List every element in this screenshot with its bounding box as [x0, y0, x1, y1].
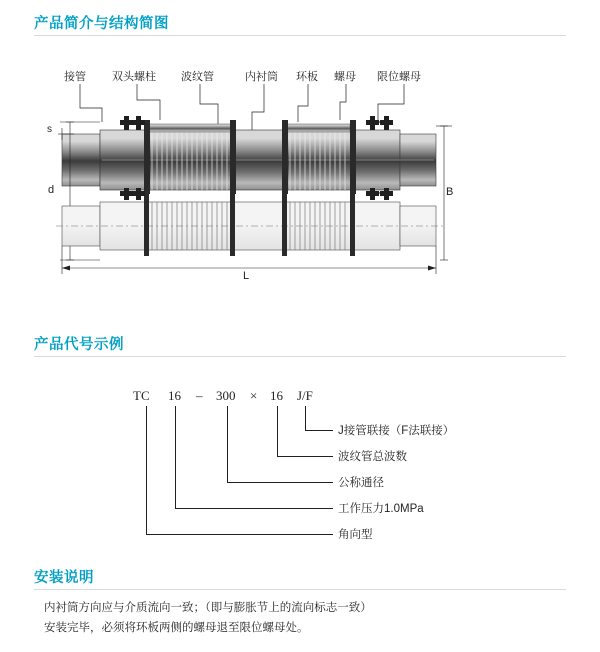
install-note-line-1: 内衬筒方向应与介质流向一致；（即与膨胀节上的流向标志一致）: [44, 602, 372, 614]
section-title-intro: 产品简介与结构简图: [34, 16, 169, 32]
code-token-times: ×: [250, 388, 258, 403]
section-divider-install: [34, 589, 566, 590]
dim-label-d: d: [48, 184, 55, 196]
leader-type-v: [146, 406, 147, 534]
code-desc-connection: J接管联接（F法联接）: [338, 425, 455, 437]
callout-label-limit-nut: 限位螺母: [377, 71, 421, 83]
code-token-connection: J/F: [297, 388, 313, 403]
callout-label-liner: 内衬筒: [245, 71, 278, 83]
callout-label-bellows: 波纹管: [181, 71, 214, 83]
leader-type-h: [146, 534, 333, 535]
code-token-waves: 16: [270, 388, 283, 403]
install-note-line-2: 安装完毕，必须将环板两侧的螺母退至限位螺母处。: [44, 622, 309, 634]
leader-waves-h: [277, 456, 333, 457]
section-title-code: 产品代号示例: [34, 337, 124, 353]
dim-label-s: s: [47, 124, 52, 135]
leader-pressure-v: [175, 406, 176, 508]
leader-diameter-v: [227, 406, 228, 482]
structure-drawing-svg: [40, 60, 560, 290]
product-code-diagram: [0, 372, 600, 542]
section-title-install: 安装说明: [34, 570, 94, 586]
section-divider-code: [34, 356, 566, 357]
code-token-type: 16: [168, 388, 181, 403]
code-token-dash: –: [196, 388, 203, 403]
leader-diameter-h: [227, 482, 333, 483]
dim-label-l: L: [243, 270, 250, 282]
leader-connection-v: [305, 406, 306, 430]
leader-pressure-h: [175, 508, 333, 509]
code-desc-type: 角向型: [338, 529, 373, 541]
callout-label-double-stud: 双头螺柱: [112, 71, 156, 83]
callout-label-nut: 螺母: [334, 71, 356, 83]
structure-drawing: [40, 60, 560, 290]
code-desc-pressure: 工作压力1.0MPa: [338, 503, 424, 515]
code-token-diameter: 300: [216, 388, 236, 403]
leader-waves-v: [277, 406, 278, 456]
callout-label-ring-plate: 环板: [296, 71, 318, 83]
install-notes: [44, 598, 564, 638]
dim-label-b: B: [446, 186, 454, 198]
code-desc-diameter: 公称通径: [338, 477, 384, 489]
code-token-series: TC: [133, 388, 150, 403]
callout-label-pipe: 接管: [64, 71, 86, 83]
leader-connection-h: [305, 430, 333, 431]
section-divider-intro: [34, 35, 566, 36]
code-desc-waves: 波纹管总波数: [338, 451, 407, 463]
